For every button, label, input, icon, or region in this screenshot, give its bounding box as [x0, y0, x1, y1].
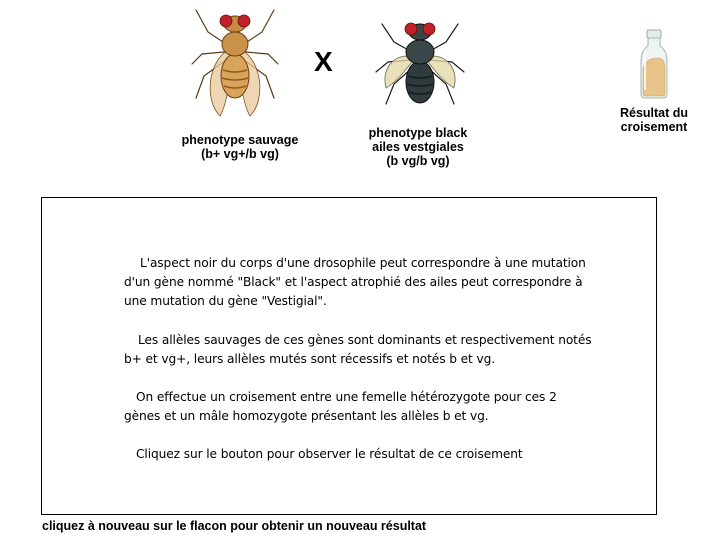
panel-para2-line2: b+ et vg+, leurs allèles mutés sont récessifs et notés b et vg.: [124, 352, 496, 366]
wild-fly-caption-line2: (b+ vg+/b vg): [201, 147, 279, 161]
result-flask-button[interactable]: [636, 28, 672, 100]
mutant-fly-caption-line2: ailes vestgiales: [372, 140, 464, 154]
result-flask-caption: [606, 106, 702, 134]
footer-instruction: cliquez à nouveau sur le flacon pour obtenir un nouveau résultat: [42, 519, 427, 533]
mutant-fly-image: [368, 12, 472, 116]
panel-para1-line3: une mutation du gène "Vestigial".: [124, 294, 327, 308]
result-flask-caption-line2: croisement: [620, 120, 688, 134]
mutant-fly-caption-line3: (b vg/b vg): [386, 154, 450, 168]
panel-para4-line1: Cliquez sur le bouton pour observer le résultat de ce croisement: [136, 447, 523, 461]
instruction-panel: [41, 197, 657, 515]
panel-para1-line2: d'un gène nommé "Black" et l'aspect atrophié des ailes peut correspondre à: [124, 275, 583, 289]
wild-fly-image: [186, 2, 284, 124]
wild-fly-caption: [160, 133, 320, 161]
cross-symbol: X: [314, 46, 333, 77]
panel-para2-line1: Les allèles sauvages de ces gènes sont dominants et respectivement notés: [138, 333, 592, 347]
panel-para3-line1: On effectue un croisement entre une femelle hétérozygote pour ces 2: [136, 390, 557, 404]
flask-icon: [636, 28, 672, 100]
wild-fly-caption-line1: phenotype sauvage: [181, 133, 299, 147]
mutant-fly-caption: [338, 126, 498, 168]
mutant-fly-caption-line1: phenotype black: [368, 126, 468, 140]
panel-para1-line1: L'aspect noir du corps d'une drosophile peut correspondre à une mutation: [140, 256, 586, 270]
result-flask-caption-line1: Résultat du: [619, 106, 689, 120]
panel-para3-line2: gènes et un mâle homozygote présentant les allèles b et vg.: [124, 409, 489, 423]
